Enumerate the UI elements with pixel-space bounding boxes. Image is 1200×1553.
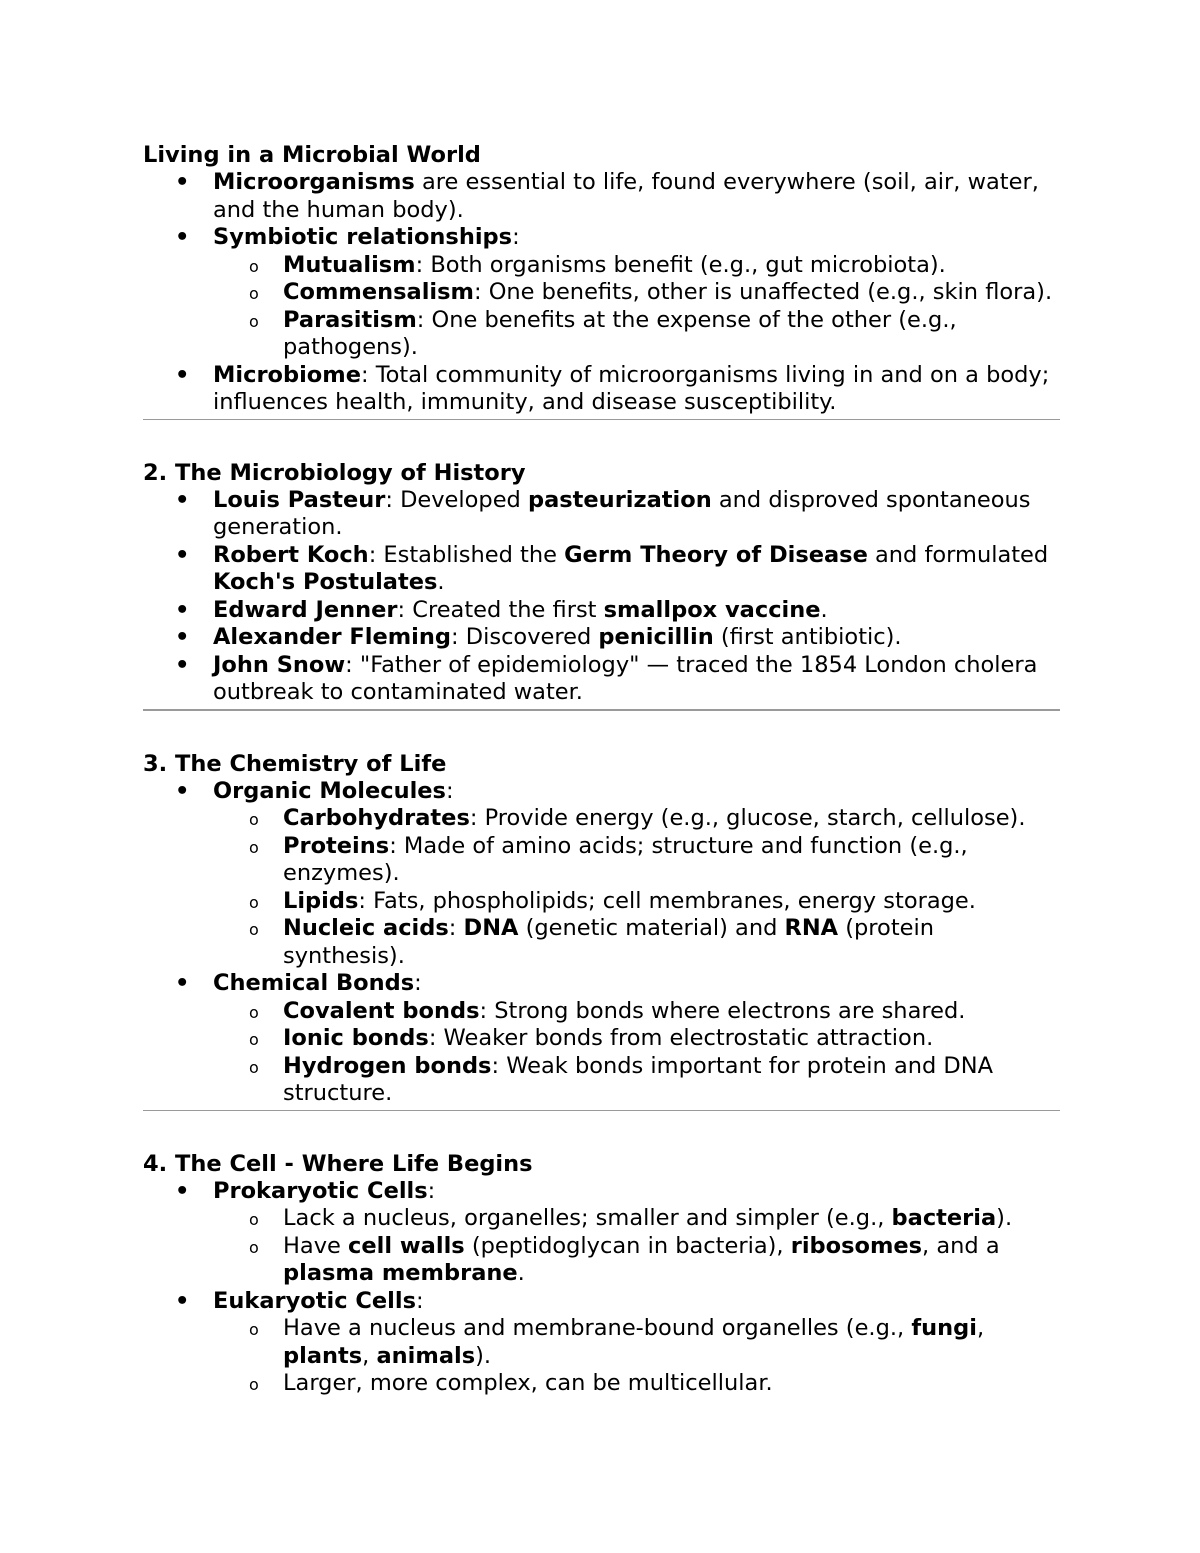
bold-term: penicillin bbox=[598, 624, 714, 650]
text-run: . bbox=[517, 1260, 525, 1286]
bullet-icon: • bbox=[175, 1287, 190, 1314]
bold-term: Eukaryotic Cells bbox=[213, 1287, 416, 1314]
spacer bbox=[143, 1111, 1060, 1150]
bold-term: Ionic bonds bbox=[283, 1025, 429, 1051]
text-run: : Made of amino acids; structure and function (e.g., enzymes). bbox=[283, 832, 968, 886]
text-run: Have a nucleus and membrane-bound organelles (e.g., bbox=[283, 1315, 912, 1341]
bullet-icon: • bbox=[175, 596, 190, 623]
sub-list-item bbox=[143, 252, 1060, 280]
hollow-bullet-icon: o bbox=[249, 1002, 259, 1022]
bold-term: smallpox vaccine bbox=[603, 596, 821, 623]
section-heading: 2. The Microbiology of History bbox=[143, 459, 526, 486]
sub-list-item bbox=[143, 1233, 1060, 1288]
text-run: : One benefits at the expense of the other (e.g., pathogens). bbox=[283, 306, 957, 360]
bold-term: ribosomes bbox=[790, 1232, 923, 1259]
bold-term: John Snow bbox=[213, 651, 346, 678]
bold-term: Chemical Bonds bbox=[213, 970, 415, 996]
bullet-icon: • bbox=[175, 486, 190, 513]
bold-term: Symbiotic relationships bbox=[213, 224, 513, 250]
spacer bbox=[143, 711, 1060, 750]
text-run: and formulated bbox=[867, 541, 1049, 568]
hollow-bullet-icon: o bbox=[249, 256, 259, 276]
hollow-bullet-icon: o bbox=[249, 837, 259, 857]
bold-term: Microorganisms bbox=[213, 169, 415, 195]
bold-term: RNA bbox=[784, 915, 839, 941]
bold-term: Commensalism bbox=[283, 279, 474, 305]
text-run: Lack a nucleus, organelles; smaller and simpler (e.g., bbox=[283, 1205, 892, 1231]
sub-list-item bbox=[143, 1370, 1060, 1398]
sub-list-item bbox=[143, 805, 1060, 833]
list-item bbox=[143, 1178, 1060, 1206]
section-heading: 4. The Cell - Where Life Begins bbox=[143, 1150, 533, 1177]
text-run: : Both organisms benefit (e.g., gut microbiota). bbox=[415, 251, 946, 278]
section-1 bbox=[143, 141, 1060, 459]
bold-term: Prokaryotic Cells bbox=[213, 1177, 428, 1204]
text-run: : bbox=[415, 1287, 424, 1314]
text-run: : Created the first bbox=[397, 596, 604, 623]
text-run: ). bbox=[475, 1342, 492, 1369]
bold-term: Covalent bonds bbox=[283, 997, 480, 1024]
bold-term: Germ Theory of Disease bbox=[564, 541, 868, 568]
list-item bbox=[143, 1288, 1060, 1316]
text-run: : bbox=[512, 224, 520, 250]
text-run: are essential to life, found everywhere (soil, air, water, and the human body). bbox=[213, 169, 1039, 223]
text-run: : One benefits, other is unaffected (e.g., skin flora). bbox=[473, 279, 1053, 305]
bold-term: Microbiome bbox=[213, 361, 361, 388]
list-item bbox=[143, 487, 1060, 542]
text-run: : Discovered bbox=[451, 624, 599, 650]
sub-list-item bbox=[143, 307, 1060, 362]
list-item bbox=[143, 224, 1060, 252]
hollow-bullet-icon: o bbox=[249, 1030, 259, 1049]
text-run: (peptidoglycan in bacteria), bbox=[464, 1232, 791, 1259]
bullet-icon: • bbox=[175, 1177, 190, 1204]
bold-term: pasteurization bbox=[527, 486, 712, 513]
hollow-bullet-icon: o bbox=[249, 1320, 259, 1339]
list-item bbox=[143, 652, 1060, 707]
sub-list-item bbox=[143, 888, 1060, 916]
text-run: : bbox=[445, 777, 454, 804]
bold-term: Robert Koch bbox=[213, 541, 369, 568]
section-heading: 3. The Chemistry of Life bbox=[143, 750, 447, 777]
list-item bbox=[143, 542, 1060, 597]
bold-term: Proteins bbox=[283, 832, 390, 859]
bold-term: Louis Pasteur bbox=[213, 486, 386, 513]
text-run: , bbox=[362, 1342, 377, 1369]
hollow-bullet-icon: o bbox=[249, 284, 259, 303]
text-run: : "Father of epidemiology" — traced the 1854 London cholera outbreak to contaminated water. bbox=[213, 651, 1038, 705]
bullet-icon: • bbox=[175, 651, 190, 678]
text-run: Larger, more complex, can be multicellular. bbox=[283, 1370, 773, 1396]
bold-term: Mutualism bbox=[283, 251, 416, 278]
bold-term: Alexander Fleming bbox=[213, 624, 452, 650]
bold-term: animals bbox=[376, 1342, 476, 1369]
bold-term: Lipids bbox=[283, 887, 359, 914]
bullet-icon: • bbox=[175, 624, 190, 650]
bold-term: Koch's Postulates bbox=[213, 569, 438, 595]
text-run: (protein synthesis). bbox=[283, 915, 935, 969]
section-3 bbox=[143, 750, 1060, 1150]
spacer bbox=[143, 420, 1060, 459]
hollow-bullet-icon: o bbox=[249, 1375, 259, 1394]
text-run: . bbox=[437, 569, 445, 595]
bold-term: Nucleic acids bbox=[283, 915, 449, 941]
bold-term: Hydrogen bonds bbox=[283, 1052, 492, 1079]
hollow-bullet-icon: o bbox=[249, 892, 259, 912]
bold-term: DNA bbox=[463, 915, 519, 941]
sub-list-item bbox=[143, 1315, 1060, 1370]
section-4 bbox=[143, 1150, 1060, 1398]
text-run: Have bbox=[283, 1232, 349, 1259]
sub-list-item bbox=[143, 833, 1060, 888]
sub-list-item bbox=[143, 279, 1060, 307]
text-run: : Fats, phospholipids; cell membranes, energy storage. bbox=[358, 887, 976, 914]
bullet-icon: • bbox=[175, 541, 190, 568]
sub-list-item bbox=[143, 1205, 1060, 1233]
text-run: : Provide energy (e.g., glucose, starch, cellulose). bbox=[469, 805, 1026, 831]
bullet-icon: • bbox=[175, 361, 190, 388]
bold-term: plasma membrane bbox=[283, 1260, 518, 1286]
bullet-icon: • bbox=[175, 970, 190, 996]
text-run: : Weak bonds important for protein and DNA structure. bbox=[283, 1052, 993, 1106]
hollow-bullet-icon: o bbox=[249, 1210, 259, 1229]
bullet-icon: • bbox=[175, 224, 190, 250]
bullet-icon: • bbox=[175, 169, 190, 195]
text-run: : Total community of microorganisms living in and on a body; influences health, immunity, and disease susceptibility. bbox=[213, 361, 1050, 415]
list-item bbox=[143, 970, 1060, 998]
document-page bbox=[143, 141, 1060, 1398]
sub-list-item bbox=[143, 1025, 1060, 1053]
hollow-bullet-icon: o bbox=[249, 1237, 259, 1257]
bold-term: cell walls bbox=[348, 1232, 465, 1259]
bold-term: fungi bbox=[911, 1315, 977, 1341]
section-heading: Living in a Microbial World bbox=[143, 142, 481, 168]
bullet-icon: • bbox=[175, 777, 190, 804]
text-run: , and a bbox=[922, 1232, 1000, 1259]
section-2 bbox=[143, 459, 1060, 750]
list-item bbox=[143, 597, 1060, 625]
bold-term: Parasitism bbox=[283, 306, 417, 333]
text-run: ). bbox=[996, 1205, 1013, 1231]
sub-list-item bbox=[143, 915, 1060, 970]
hollow-bullet-icon: o bbox=[249, 920, 259, 939]
sub-list-item bbox=[143, 1053, 1060, 1108]
text-run: : Developed bbox=[385, 486, 528, 513]
text-run: : bbox=[448, 915, 464, 941]
bold-term: Carbohydrates bbox=[283, 805, 470, 831]
bold-term: Organic Molecules bbox=[213, 777, 446, 804]
text-run: : bbox=[427, 1177, 436, 1204]
hollow-bullet-icon: o bbox=[249, 1057, 259, 1077]
text-run: : bbox=[414, 970, 422, 996]
bold-term: Edward Jenner bbox=[213, 596, 398, 623]
list-item bbox=[143, 624, 1060, 652]
text-run: : Strong bonds where electrons are shared. bbox=[479, 997, 966, 1024]
text-run: (first antibiotic). bbox=[713, 624, 902, 650]
text-run: (genetic material) and bbox=[518, 915, 785, 941]
sub-list-item bbox=[143, 998, 1060, 1026]
hollow-bullet-icon: o bbox=[249, 810, 259, 829]
list-item bbox=[143, 169, 1060, 224]
bold-term: plants bbox=[283, 1342, 363, 1369]
text-run: . bbox=[820, 596, 828, 623]
hollow-bullet-icon: o bbox=[249, 311, 259, 331]
text-run: : Established the bbox=[368, 541, 565, 568]
list-item bbox=[143, 362, 1060, 417]
text-run: : Weaker bonds from electrostatic attraction. bbox=[428, 1025, 934, 1051]
bold-term: bacteria bbox=[891, 1205, 997, 1231]
text-run: and disproved spontaneous generation. bbox=[213, 486, 1031, 540]
text-run: , bbox=[976, 1315, 985, 1341]
list-item bbox=[143, 778, 1060, 806]
